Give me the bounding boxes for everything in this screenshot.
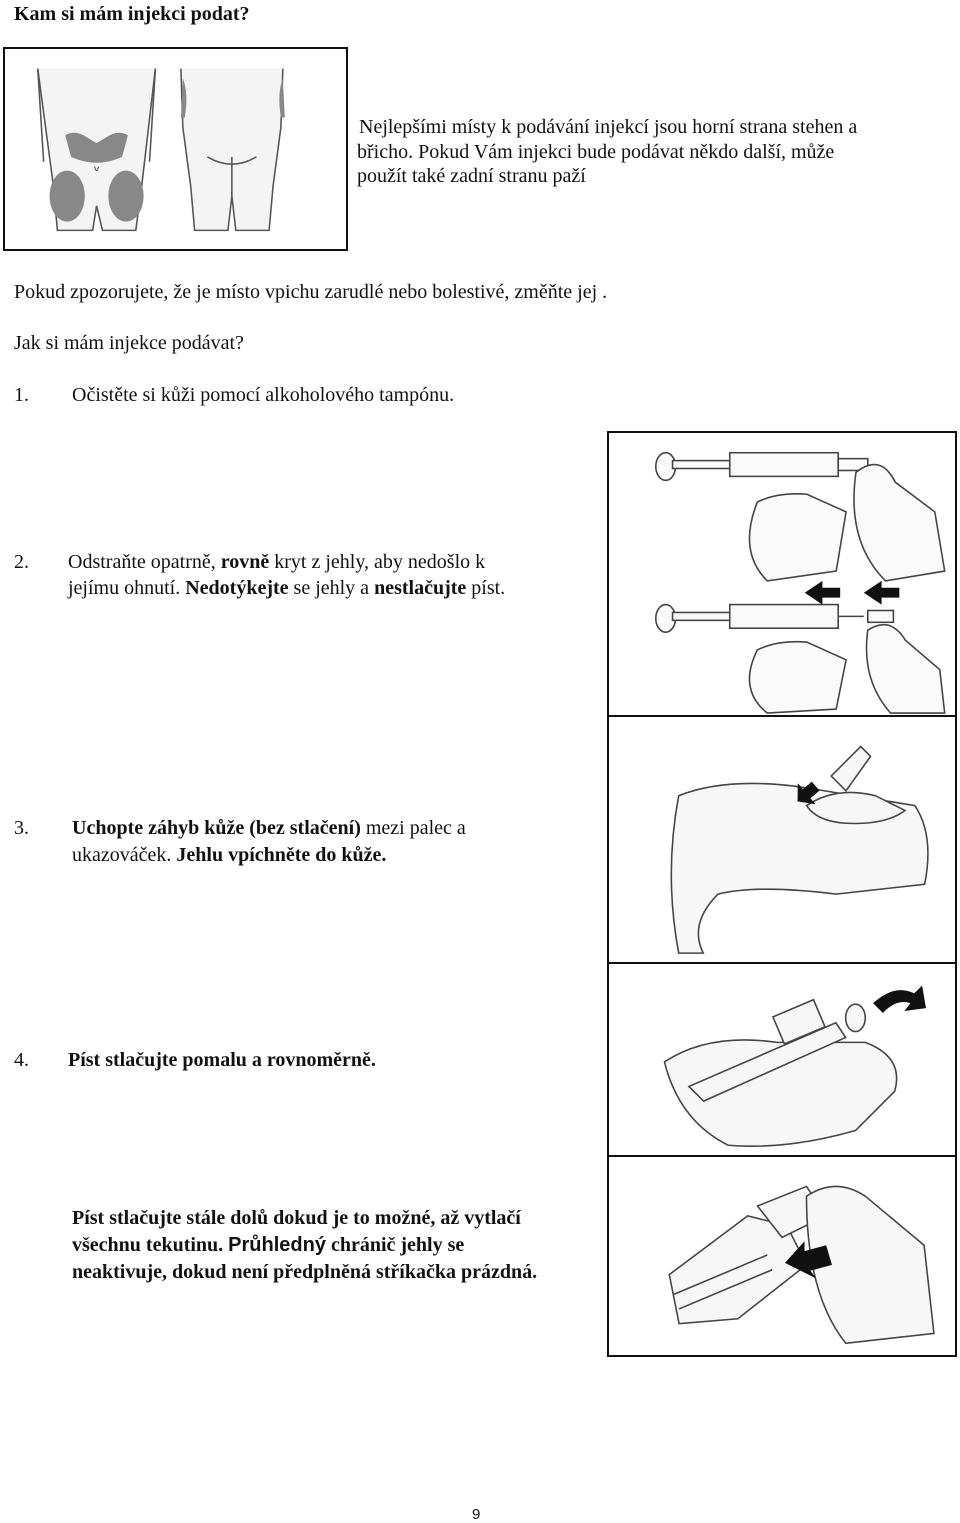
step-2-text-c: jejímu ohnutí. — [68, 577, 186, 599]
body-sites-illustration — [5, 49, 346, 249]
step-3-text-b: ukazováček. — [72, 844, 177, 866]
needle-guard-figure — [607, 1155, 957, 1357]
site-change-note: Pokud zpozorujete, že je místo vpichu zarudlé nebo bolestivé, změňte jej . — [14, 281, 608, 303]
step-3-text-a: mezi palec a — [360, 817, 466, 839]
step-2-bold-b: Nedotýkejte — [185, 577, 289, 599]
step-3-line-1 — [72, 814, 466, 842]
step-5-text-c: chránič jehly se — [325, 1234, 465, 1256]
step-3-bold-b: Jehlu vpíchněte do kůže. — [176, 844, 387, 866]
step-4-text: Píst stlačujte pomalu a rovnoměrně. — [68, 1049, 376, 1071]
press-plunger-figure — [607, 962, 957, 1158]
step-3-line-2 — [72, 841, 386, 869]
step-2-line-1 — [68, 548, 485, 576]
step-2-text-a: Odstraňte opatrně, — [68, 551, 221, 573]
heading-injection-site: Kam si mám injekci podat? — [14, 3, 250, 25]
step-2-number: 2. — [14, 551, 29, 573]
step-1-text: Očistěte si kůži pomocí alkoholového tampónu. — [72, 384, 455, 406]
step-3-number: 3. — [14, 817, 29, 839]
step-5-text-transparent: Průhledný — [228, 1234, 326, 1256]
step-1-number: 1. — [14, 384, 29, 406]
pinch-skin-figure — [607, 715, 957, 964]
remove-cap-illustration — [609, 433, 955, 715]
step-5-line-3: neaktivuje, dokud není předplněná stříkačka prázdná. — [72, 1261, 538, 1283]
heading-how-to-inject: Jak si mám injekce podávat? — [14, 332, 244, 354]
press-plunger-illustration — [609, 964, 955, 1156]
pinch-skin-illustration — [609, 717, 955, 962]
figure-caption-line-2: břicho. Pokud Vám injekci bude podávat někdo další, může — [357, 141, 835, 163]
figure-caption-line-3: použít také zadní stranu paží — [357, 165, 586, 187]
step-2-bold-a: rovně — [220, 551, 270, 573]
step-2-text-b: kryt z jehly, aby nedošlo k — [269, 551, 486, 573]
step-3-bold-a: Uchopte záhyb kůže (bez stlačení) — [72, 817, 361, 839]
step-2-text-d: se jehly a — [288, 577, 375, 599]
step-5-line-2 — [72, 1231, 464, 1259]
step-2-text-e: píst. — [466, 577, 506, 599]
remove-cap-figure — [607, 431, 957, 717]
figure-caption-line-1: Nejlepšími místy k podávání injekcí jsou horní strana stehen a — [359, 116, 858, 138]
step-5-text-a: všechnu tekutinu. — [72, 1234, 229, 1256]
step-4-number: 4. — [14, 1049, 29, 1071]
step-2-bold-c: nestlačujte — [374, 577, 467, 599]
step-2-line-2 — [68, 574, 505, 602]
needle-guard-illustration — [609, 1157, 955, 1355]
page-number: 9 — [472, 1506, 481, 1523]
step-5-line-1: Píst stlačujte stále dolů dokud je to možné, až vytlačí — [72, 1207, 521, 1229]
